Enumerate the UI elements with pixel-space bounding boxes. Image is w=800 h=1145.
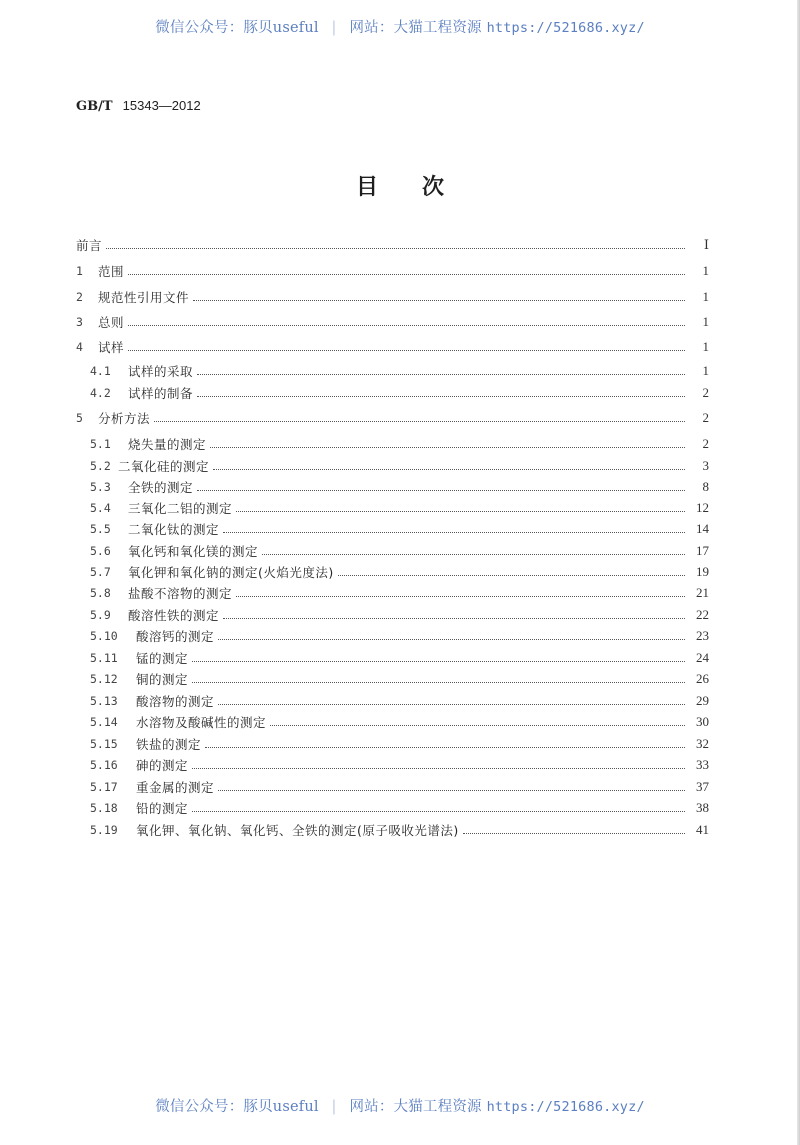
watermark-url-link[interactable]: https://521686.xyz/ bbox=[486, 1099, 645, 1115]
toc-entry-number: 5.19 bbox=[90, 823, 118, 837]
dot-leader bbox=[218, 789, 685, 791]
toc-entry-5-7[interactable] bbox=[90, 563, 709, 581]
dot-leader bbox=[338, 574, 685, 576]
toc-entry-page: 2 bbox=[702, 410, 709, 425]
dot-leader bbox=[236, 595, 685, 597]
dot-leader bbox=[197, 395, 685, 397]
toc-entry-5-18[interactable] bbox=[90, 799, 709, 817]
dot-leader bbox=[223, 531, 685, 533]
toc-entry-page: 32 bbox=[696, 736, 709, 751]
toc-entry-number: 5.6 bbox=[90, 544, 111, 558]
toc-entry-title: 范围 bbox=[98, 264, 125, 279]
toc-entry-number: 5.14 bbox=[90, 715, 118, 729]
toc-entry-page: 1 bbox=[702, 363, 709, 378]
toc-entry-page: 3 bbox=[702, 458, 709, 473]
toc-entry-title: 氧化钾、氧化钠、氧化钙、全铁的测定(原子吸收光谱法) bbox=[136, 823, 459, 838]
toc-entry-number: 5.15 bbox=[90, 737, 118, 751]
toc-entry-5-2[interactable] bbox=[90, 457, 709, 475]
toc-entry-page: 41 bbox=[696, 822, 709, 837]
toc-entry-5-13[interactable] bbox=[90, 692, 709, 710]
toc-entry-5-8[interactable] bbox=[90, 584, 709, 602]
toc-entry-5-3[interactable] bbox=[90, 478, 709, 496]
dot-leader bbox=[192, 767, 685, 769]
toc-entry-title: 试样的采取 bbox=[128, 364, 194, 379]
toc-entry-2[interactable] bbox=[76, 288, 709, 306]
toc-entry-5-17[interactable] bbox=[90, 778, 709, 796]
toc-entry-page: 19 bbox=[696, 564, 709, 579]
watermark-site-label: 网站：大猫工程资源 bbox=[349, 1099, 482, 1115]
toc-entry-number: 5.16 bbox=[90, 758, 118, 772]
dot-leader bbox=[197, 489, 685, 491]
toc-title bbox=[0, 170, 800, 201]
toc-entry-page: 1 bbox=[702, 314, 709, 329]
watermark-url-link[interactable]: https://521686.xyz/ bbox=[486, 20, 645, 36]
toc-entry-number: 5.2 bbox=[90, 459, 111, 473]
toc-entry-title: 全铁的测定 bbox=[128, 480, 194, 495]
toc-entry-number: 5.17 bbox=[90, 780, 118, 794]
toc-entry-page: Ⅰ bbox=[703, 237, 709, 252]
dot-leader bbox=[270, 724, 685, 726]
dot-leader bbox=[210, 446, 685, 448]
toc-entry-title: 试样 bbox=[98, 340, 125, 355]
toc-entry-number: 5.4 bbox=[90, 501, 111, 515]
watermark-separator: | bbox=[331, 1099, 337, 1115]
toc-entry-5[interactable] bbox=[76, 409, 709, 427]
toc-entry-foreword[interactable] bbox=[76, 236, 709, 254]
toc-entry-5-14[interactable] bbox=[90, 713, 709, 731]
toc-entry-title: 酸溶钙的测定 bbox=[136, 629, 215, 644]
toc-entry-5-1[interactable] bbox=[90, 435, 709, 453]
toc-entry-number: 5.7 bbox=[90, 565, 111, 579]
toc-entry-title: 三氧化二铝的测定 bbox=[128, 501, 233, 516]
standard-number: 15343—2012 bbox=[122, 98, 201, 113]
dot-leader bbox=[463, 832, 685, 834]
dot-leader bbox=[262, 553, 685, 555]
toc-entry-title: 试样的制备 bbox=[128, 386, 194, 401]
toc-entry-page: 1 bbox=[702, 263, 709, 278]
standard-code bbox=[76, 98, 201, 114]
toc-entry-page: 12 bbox=[696, 500, 709, 515]
toc-entry-5-9[interactable] bbox=[90, 606, 709, 624]
toc-entry-page: 1 bbox=[702, 289, 709, 304]
dot-leader bbox=[128, 324, 685, 326]
toc-entry-5-4[interactable] bbox=[90, 499, 709, 517]
toc-entry-number: 5.10 bbox=[90, 629, 118, 643]
toc-entry-title: 水溶物及酸碱性的测定 bbox=[136, 715, 267, 730]
dot-leader bbox=[192, 660, 685, 662]
toc-entry-number: 1 bbox=[76, 264, 83, 278]
toc-entry-title: 烧失量的测定 bbox=[128, 437, 207, 452]
dot-leader bbox=[236, 510, 685, 512]
toc-entry-page: 37 bbox=[696, 779, 709, 794]
toc-entry-title: 前言 bbox=[76, 238, 103, 253]
toc-entry-number: 5.9 bbox=[90, 608, 111, 622]
dot-leader bbox=[128, 349, 685, 351]
toc-entry-page: 26 bbox=[696, 671, 709, 686]
toc-entry-page: 8 bbox=[702, 479, 709, 494]
toc-entry-page: 1 bbox=[702, 339, 709, 354]
dot-leader bbox=[205, 746, 685, 748]
watermark-separator: | bbox=[331, 20, 337, 36]
toc-entry-page: 38 bbox=[696, 800, 709, 815]
toc-entry-5-6[interactable] bbox=[90, 542, 709, 560]
toc-entry-number: 4 bbox=[76, 340, 83, 354]
toc-entry-page: 22 bbox=[696, 607, 709, 622]
toc-entry-page: 23 bbox=[696, 628, 709, 643]
toc-entry-number: 5.5 bbox=[90, 522, 111, 536]
dot-leader bbox=[128, 273, 685, 275]
watermark-top bbox=[0, 16, 800, 37]
toc-entry-3[interactable] bbox=[76, 313, 709, 331]
toc-entry-5-5[interactable] bbox=[90, 520, 709, 538]
toc-entry-1[interactable] bbox=[76, 262, 709, 280]
dot-leader bbox=[218, 638, 685, 640]
watermark-wechat-label: 微信公众号：豚贝useful bbox=[155, 1099, 319, 1115]
toc-entry-title: 氧化钾和氧化钠的测定(火焰光度法) bbox=[128, 565, 334, 580]
dot-leader bbox=[193, 299, 685, 301]
toc-entry-number: 5.11 bbox=[90, 651, 118, 665]
toc-entry-number: 5.3 bbox=[90, 480, 111, 494]
toc-entry-page: 2 bbox=[702, 385, 709, 400]
toc-entry-title: 酸溶物的测定 bbox=[136, 694, 215, 709]
toc-entry-title: 分析方法 bbox=[98, 411, 151, 426]
toc-entry-title: 盐酸不溶物的测定 bbox=[128, 586, 233, 601]
toc-entry-page: 17 bbox=[696, 543, 709, 558]
toc-entry-number: 3 bbox=[76, 315, 83, 329]
toc-entry-number: 5.18 bbox=[90, 801, 118, 815]
toc-entry-page: 29 bbox=[696, 693, 709, 708]
toc-entry-page: 33 bbox=[696, 757, 709, 772]
toc-entry-number: 5.13 bbox=[90, 694, 118, 708]
toc-entry-page: 14 bbox=[696, 521, 709, 536]
toc-entry-title: 锰的测定 bbox=[136, 651, 189, 666]
toc-title-char-2: 次 bbox=[422, 175, 445, 200]
toc-entry-number: 5.8 bbox=[90, 586, 111, 600]
toc-entry-title: 铜的测定 bbox=[136, 672, 189, 687]
toc-entry-page: 24 bbox=[696, 650, 709, 665]
toc-entry-page: 21 bbox=[696, 585, 709, 600]
toc-entry-title: 重金属的测定 bbox=[136, 780, 215, 795]
toc-entry-title: 砷的测定 bbox=[136, 758, 189, 773]
toc-entry-5-19[interactable] bbox=[90, 821, 709, 839]
toc-entry-number: 4.1 bbox=[90, 364, 111, 378]
toc-entry-title: 氧化钙和氧化镁的测定 bbox=[128, 544, 259, 559]
watermark-site-label: 网站：大猫工程资源 bbox=[349, 20, 482, 36]
toc-entry-number: 5.12 bbox=[90, 672, 118, 686]
toc-entry-5-12[interactable] bbox=[90, 670, 709, 688]
dot-leader bbox=[223, 617, 685, 619]
toc-entry-5-10[interactable] bbox=[90, 627, 709, 645]
toc-entry-4-1[interactable] bbox=[90, 362, 709, 380]
dot-leader bbox=[218, 703, 685, 705]
toc-entry-number: 4.2 bbox=[90, 386, 111, 400]
toc-entry-5-11[interactable] bbox=[90, 649, 709, 667]
dot-leader bbox=[154, 420, 685, 422]
toc-entry-number: 5 bbox=[76, 411, 83, 425]
toc-entry-title: 二氧化钛的测定 bbox=[128, 522, 220, 537]
toc-entry-4-2[interactable] bbox=[90, 384, 709, 402]
dot-leader bbox=[192, 810, 685, 812]
dot-leader bbox=[213, 468, 685, 470]
toc-entry-title: 规范性引用文件 bbox=[98, 290, 190, 305]
toc-entry-title: 铅的测定 bbox=[136, 801, 189, 816]
watermark-wechat-label: 微信公众号：豚贝useful bbox=[155, 20, 319, 36]
watermark-bottom bbox=[0, 1095, 800, 1116]
toc-entry-5-15[interactable] bbox=[90, 735, 709, 753]
toc-entry-title: 总则 bbox=[98, 315, 125, 330]
dot-leader bbox=[106, 247, 685, 249]
dot-leader bbox=[197, 373, 685, 375]
toc-entry-4[interactable] bbox=[76, 338, 709, 356]
toc-entry-page: 2 bbox=[702, 436, 709, 451]
toc-entry-5-16[interactable] bbox=[90, 756, 709, 774]
standard-prefix: GB/T bbox=[76, 99, 113, 114]
toc-title-char-1: 目 bbox=[355, 175, 378, 200]
toc-entry-number: 5.1 bbox=[90, 437, 111, 451]
toc-entry-number: 2 bbox=[76, 290, 83, 304]
toc-entry-title: 酸溶性铁的测定 bbox=[128, 608, 220, 623]
dot-leader bbox=[192, 681, 685, 683]
toc-entry-title: 铁盐的测定 bbox=[136, 737, 202, 752]
toc-entry-title: 二氧化硅的测定 bbox=[118, 459, 210, 474]
toc-entry-page: 30 bbox=[696, 714, 709, 729]
